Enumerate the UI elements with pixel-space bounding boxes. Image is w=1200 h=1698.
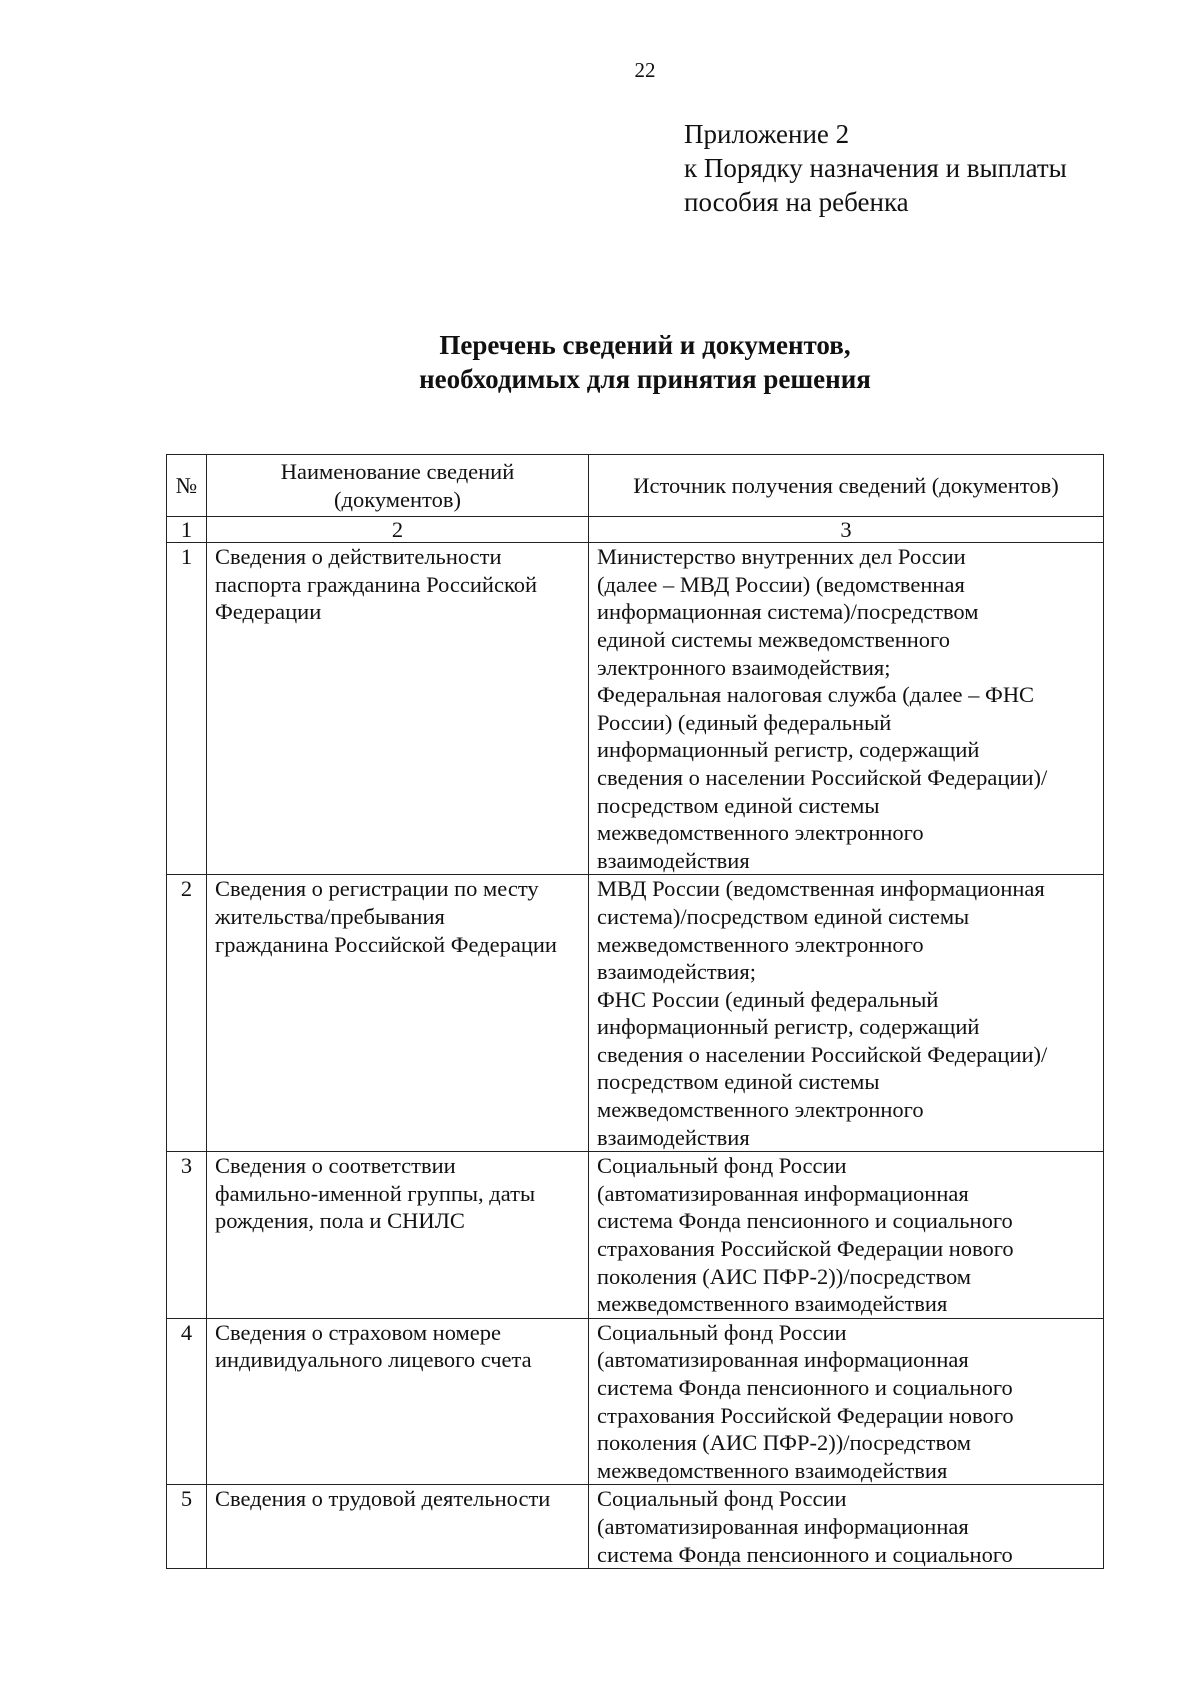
table-body (167, 543, 1104, 1569)
page-number: 22 (634, 58, 656, 82)
document-title (0, 328, 1200, 396)
row-name-line: паспорта гражданина Российской (215, 571, 538, 597)
row-name-cell (207, 1318, 589, 1485)
row-source-line: (автоматизированная информационная (597, 1347, 969, 1373)
row-source-line: взаимодействия (597, 847, 750, 873)
title-line: Перечень сведений и документов, (439, 330, 851, 360)
table-row (167, 1485, 1104, 1569)
row-source-line: Социальный фонд России (597, 1486, 847, 1512)
row-source-line: Министерство внутренних дел России (597, 544, 966, 570)
row-source-line: России) (единый федеральный (597, 709, 892, 735)
table-header-row (167, 455, 1104, 517)
row-source-line: (автоматизированная информационная (597, 1180, 969, 1206)
row-source-line: взаимодействия; (597, 959, 756, 985)
column-index: 1 (167, 517, 207, 543)
row-number: 3 (167, 1152, 207, 1319)
row-number: 1 (167, 543, 207, 875)
row-source-line: система)/посредством единой системы (597, 903, 970, 929)
row-source-line: Федеральная налоговая служба (далее – ФНС (597, 682, 1035, 708)
row-source-line: поколения (АИС ПФР-2))/посредством (597, 1430, 972, 1456)
documents-table (166, 454, 1104, 1569)
row-number: 5 (167, 1485, 207, 1569)
table-row (167, 875, 1104, 1152)
row-name-cell (207, 1485, 589, 1569)
appendix-line: Приложение 2 (684, 119, 850, 149)
row-source-line: электронного взаимодействия; (597, 654, 891, 680)
header-name-line: Наименование сведений (280, 459, 515, 484)
row-source-line: посредством единой системы (597, 792, 880, 818)
header-number: № (167, 455, 207, 517)
row-source-line: межведомственного взаимодействия (597, 1457, 948, 1483)
table-row (167, 543, 1104, 875)
row-source-line: межведомственного электронного (597, 931, 924, 957)
row-name-line: Сведения о действительности (215, 544, 502, 570)
row-name-line: рождения, пола и СНИЛС (215, 1208, 465, 1234)
row-name-line: гражданина Российской Федерации (215, 931, 557, 957)
row-number: 4 (167, 1318, 207, 1485)
row-source-line: Социальный фонд России (597, 1153, 847, 1179)
row-source-cell (589, 543, 1104, 875)
header-name (207, 455, 589, 517)
row-name-line: Сведения о трудовой деятельности (215, 1486, 551, 1512)
row-source-line: ФНС России (единый федеральный (597, 986, 939, 1012)
row-name-line: Федерации (215, 599, 322, 625)
row-name-cell (207, 875, 589, 1152)
row-number: 2 (167, 875, 207, 1152)
row-name-line: жительства/пребывания (215, 903, 445, 929)
row-source-cell (589, 1152, 1104, 1319)
row-source-line: МВД России (ведомственная информационная (597, 876, 1045, 902)
appendix-reference (684, 117, 1067, 219)
row-source-line: сведения о населении Российской Федерации)/ (597, 764, 1048, 790)
row-source-line: система Фонда пенсионного и социального (597, 1208, 1013, 1234)
row-name-line: Сведения о страховом номере (215, 1319, 502, 1345)
table-row (167, 1152, 1104, 1319)
row-source-cell (589, 1485, 1104, 1569)
row-source-line: межведомственного электронного (597, 1097, 924, 1123)
row-source-cell (589, 1318, 1104, 1485)
column-index: 2 (207, 517, 589, 543)
row-name-line: индивидуального лицевого счета (215, 1347, 532, 1373)
row-source-line: межведомственного взаимодействия (597, 1291, 948, 1317)
row-source-line: (автоматизированная информационная (597, 1513, 969, 1539)
row-source-line: информационный регистр, содержащий (597, 1014, 980, 1040)
header-source: Источник получения сведений (документов) (589, 455, 1104, 517)
table-row (167, 1318, 1104, 1485)
row-source-line: сведения о населении Российской Федерации)/ (597, 1041, 1048, 1067)
row-source-line: информационная система)/посредством (597, 599, 979, 625)
row-source-line: взаимодействия (597, 1124, 750, 1150)
row-source-line: Социальный фонд России (597, 1319, 847, 1345)
title-line: необходимых для принятия решения (419, 364, 871, 394)
row-source-line: страхования Российской Федерации нового (597, 1236, 1014, 1262)
row-source-line: межведомственного электронного (597, 820, 924, 846)
header-name-line: (документов) (334, 486, 461, 512)
row-source-line: информационный регистр, содержащий (597, 737, 980, 763)
row-source-line: посредством единой системы (597, 1069, 880, 1095)
row-name-line: Сведения о регистрации по месту (215, 876, 539, 902)
column-index: 3 (589, 517, 1104, 543)
appendix-line: к Порядку назначения и выплаты (684, 153, 1067, 183)
row-source-cell (589, 875, 1104, 1152)
row-name-line: фамильно-именной группы, даты (215, 1180, 536, 1206)
row-source-line: страхования Российской Федерации нового (597, 1402, 1014, 1428)
row-source-line: система Фонда пенсионного и социального (597, 1375, 1013, 1400)
row-source-line: (далее – МВД России) (ведомственная (597, 571, 965, 597)
row-source-line: единой системы межведомственного (597, 626, 950, 652)
appendix-line: пособия на ребенка (684, 187, 909, 217)
row-source-line: поколения (АИС ПФР-2))/посредством (597, 1263, 972, 1289)
row-name-line: Сведения о соответствии (215, 1153, 456, 1179)
row-name-cell (207, 1152, 589, 1319)
row-source-line: система Фонда пенсионного и социального (597, 1541, 1013, 1567)
column-index-row (167, 517, 1104, 543)
row-name-cell (207, 543, 589, 875)
